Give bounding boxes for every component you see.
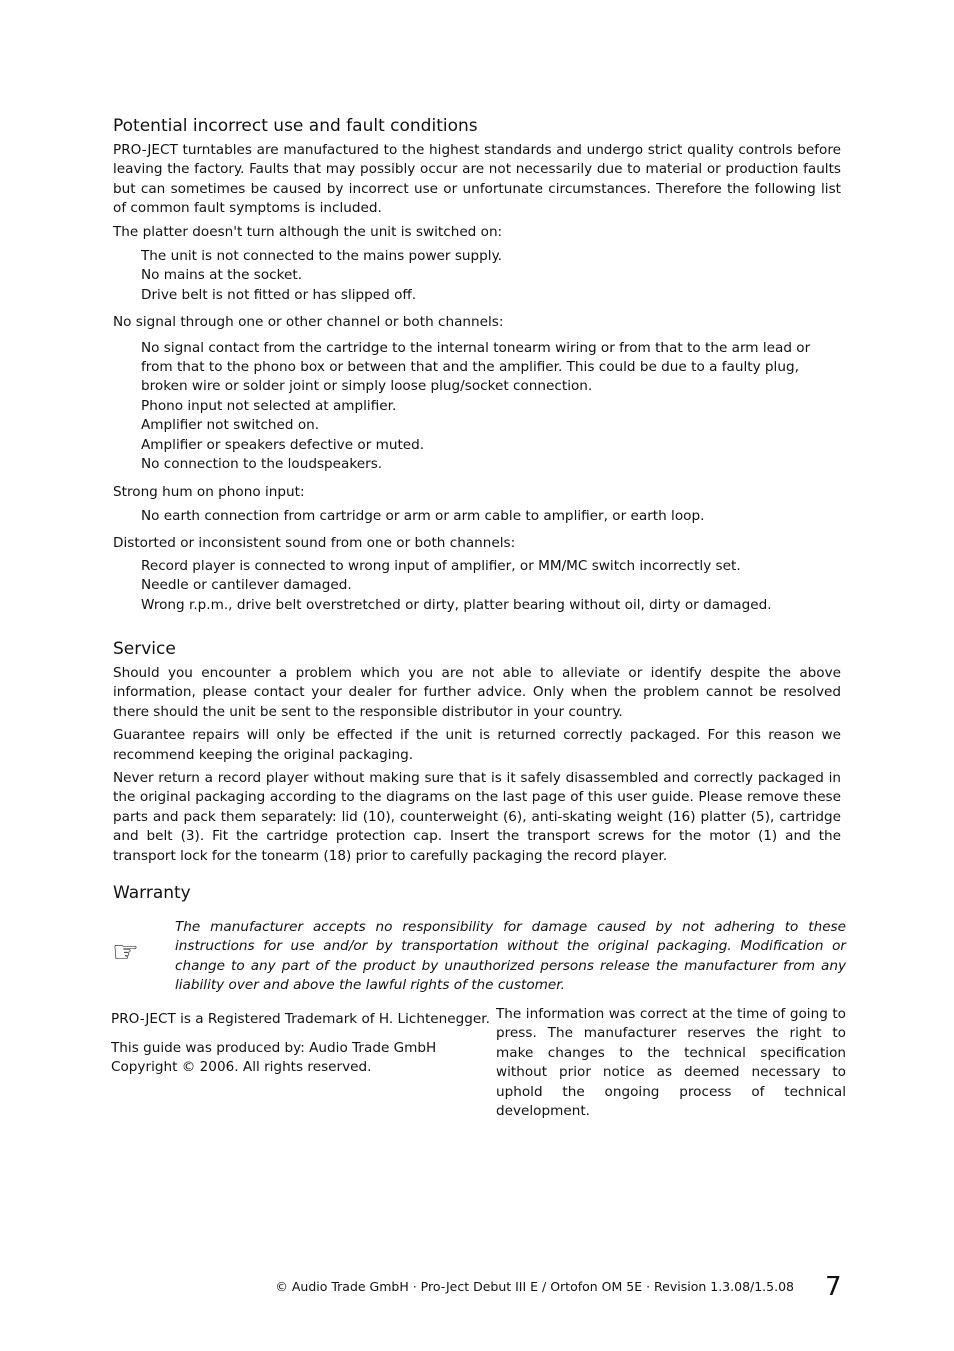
warranty-heading: Warranty [113, 883, 191, 903]
fault-intro: PRO-JECT turntables are manufactured to the highest standards and undergo strict quality controls before leaving the factory. Faults that may possibly occur are not necessarily due to material or production faults but can sometimes be caused by incorrect use or unfortunate circumstances. Therefore the following list of common fault symptoms is included. [113, 142, 841, 217]
fault-list [113, 247, 841, 305]
list-item: Drive belt is not fitted or has slipped off. [141, 286, 417, 303]
service-paragraph: Never return a record player without making sure that is it safely disassembled and correctly packaged in the original packaging according to the diagrams on the last page of this user guide. Please remove these parts and pack them separately: lid (10), counterweight (6), anti-skating weight (16) platter (5), cartridge and belt (3). Fit the cartridge protection cap. Insert the transport screws for the motor (1) and the transport lock for the tonearm (18) prior to carefully packaging the record player. [113, 770, 841, 864]
copyright-note: Copyright © 2006. All rights reserved. [111, 1059, 372, 1075]
list-item: Needle or cantilever damaged. [141, 577, 352, 594]
page-footer: © Audio Trade GmbH · Pro-Ject Debut III E / Ortofon OM 5E · Revision 1.3.08/1.5.08 [275, 1279, 794, 1294]
fault-list [113, 507, 841, 526]
list-item: No connection to the loudspeakers. [141, 456, 383, 473]
fault-subheading: Strong hum on phono input: [113, 483, 305, 500]
list-item: from that to the phono box or between that and the amplifier. This could be due to a faulty plug, [141, 359, 799, 376]
list-item: Record player is connected to wrong input of amplifier, or MM/MC switch incorrectly set. [141, 557, 741, 574]
service-section [113, 638, 841, 866]
list-item: Phono input not selected at amplifier. [141, 397, 397, 414]
trademark-note: PRO-JECT is a Registered Trademark of H. Lichtenegger. [111, 1011, 490, 1027]
service-heading: Service [113, 639, 176, 659]
list-item: The unit is not connected to the mains power supply. [141, 248, 502, 265]
fault-subheading: The platter doesn't turn although the unit is switched on: [113, 223, 503, 240]
list-item: No mains at the socket. [141, 267, 303, 284]
fault-section [113, 115, 841, 615]
list-item: No earth connection from cartridge or arm or arm cable to amplifier, or earth loop. [141, 507, 705, 524]
list-item: No signal contact from the cartridge to the internal tonearm wiring or from that to the arm lead or [141, 339, 811, 356]
page-number: 7 [825, 1272, 842, 1302]
list-item: Amplifier or speakers defective or muted. [141, 436, 425, 453]
fault-subheading: No signal through one or other channel or both channels: [113, 314, 504, 331]
warranty-text: The manufacturer accepts no responsibility for damage caused by not adhering to these instructions for use and/or by transportation without the original packaging. Modification or change to any part of the product by unauthorized persons release the manufacturer from any liability over and above the lawful rights of the customer. [175, 919, 846, 994]
list-item: Wrong r.p.m., drive belt overstretched or dirty, platter bearing without oil, dirty or damaged. [141, 596, 772, 613]
list-item: Amplifier not switched on. [141, 417, 320, 434]
list-item: broken wire or solder joint or simply loose plug/socket connection. [141, 378, 593, 395]
pointing-hand-icon: ☞ [112, 935, 139, 970]
disclaimer-text: The information was correct at the time of going to press. The manufacturer reserves the right to make changes to the technical specification without prior notice as deemed necessary to uphold the ongoing process of technical development. [496, 1006, 846, 1120]
producer-note: This guide was produced by: Audio Trade GmbH [111, 1040, 437, 1056]
fault-list [113, 557, 841, 615]
fault-list [113, 339, 841, 475]
fault-heading: Potential incorrect use and fault conditions [113, 116, 478, 136]
service-paragraph: Should you encounter a problem which you are not able to alleviate or identify despite the above information, please contact your dealer for further advice. Only when the problem cannot be resolved there should the unit be sent to the responsible distributor in your country. [113, 665, 841, 720]
service-paragraph: Guarantee repairs will only be effected if the unit is returned correctly packaged. For this reason we recommend keeping the original packaging. [113, 727, 841, 763]
warranty-section [113, 882, 841, 904]
fault-subheading: Distorted or inconsistent sound from one or both channels: [113, 535, 516, 552]
